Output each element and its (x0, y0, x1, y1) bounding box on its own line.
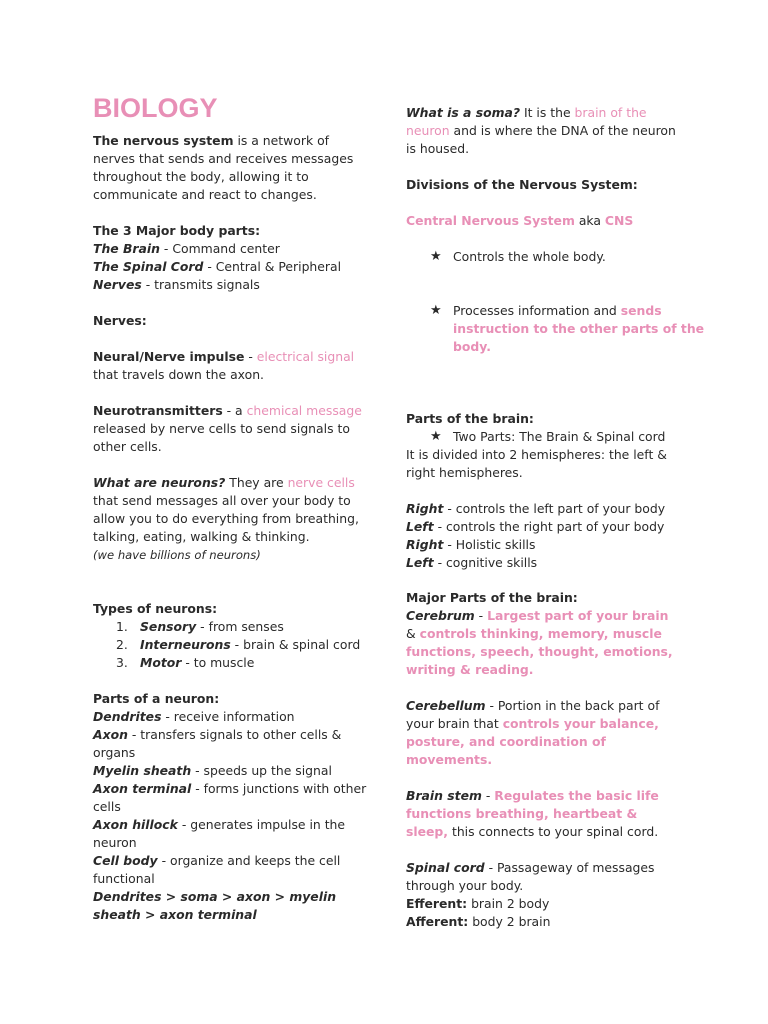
major-part-term: The Spinal Cord (93, 259, 204, 274)
side-term: Left (406, 555, 434, 570)
brainstem-highlight: Regulates the basic life functions breathing, heartbeat & sleep, (406, 788, 659, 839)
types-list (93, 618, 368, 672)
afferent-text: body 2 brain (468, 914, 551, 929)
soma-text: and is where the DNA of the neuron is housed. (406, 123, 676, 156)
part-term: Cell body (93, 853, 158, 868)
parts-of-neuron (93, 690, 368, 924)
neurotransmitters-highlight: chemical message (246, 403, 362, 418)
major-part-text: - Command center (159, 241, 280, 256)
type-text: - from senses (196, 619, 284, 634)
spinal-cord-definition (406, 859, 681, 895)
type-text: - to muscle (181, 655, 255, 670)
page-title: BIOLOGY (93, 93, 218, 123)
neurons-definition (93, 474, 368, 564)
cerebrum-term: Cerebrum (406, 608, 475, 623)
major-body-parts (93, 222, 368, 294)
cns-abbr: CNS (604, 213, 634, 228)
type-term: Interneurons (140, 637, 231, 652)
type-term: Motor (140, 655, 182, 670)
type-term: Sensory (140, 619, 197, 634)
types-of-neurons (93, 600, 368, 672)
cerebrum-definition (406, 607, 681, 679)
side-text: - cognitive skills (433, 555, 538, 570)
cns-name: Central Nervous System (406, 213, 575, 228)
part-item (93, 726, 368, 762)
major-part-term: The Brain (93, 241, 160, 256)
part-text: - generates impulse in the neuron (93, 817, 346, 850)
neurons-paragraph (93, 474, 368, 546)
impulse-highlight: electrical signal (256, 349, 355, 364)
side-text: - controls the left part of your body (443, 501, 666, 516)
cns-point-text: Controls the whole body. (453, 249, 606, 264)
major-brain-heading: Major Parts of the brain: (406, 590, 578, 605)
cerebellum-definition (406, 697, 681, 769)
part-text: - transfers signals to other cells & organs (93, 727, 342, 760)
cerebellum-term: Cerebellum (406, 698, 486, 713)
list-number: 3. (116, 655, 128, 670)
neuron-pathway: Dendrites > soma > axon > myelin sheath > axon terminal (93, 889, 337, 922)
part-item (93, 762, 368, 780)
neurons-text: that send messages all over your body to allow you to do everything from breathing, talking, eating, walking & thinking. (93, 493, 359, 544)
cerebellum-text: - Portion in the back part of your brain that (406, 698, 660, 731)
intro-term: The nervous system (93, 133, 234, 148)
list-item (406, 248, 728, 266)
side-item (406, 500, 681, 518)
part-text: - receive information (161, 709, 295, 724)
side-term: Right (406, 501, 444, 516)
major-part-text: - Central & Peripheral (203, 259, 342, 274)
nerves-heading: Nerves: (93, 313, 147, 328)
cerebrum-sep: - (474, 608, 488, 623)
efferent-line (406, 895, 681, 913)
brainstem-definition (406, 787, 681, 841)
intro-text: is a network of nerves that sends and receives messages throughout the body, allowing it to communicate and react to changes. (93, 133, 354, 202)
part-term: Myelin sheath (93, 763, 192, 778)
cerebrum-highlight-2: controls thinking, memory, muscle functions, speech, thought, emotions, writing & reading. (406, 626, 673, 677)
hemispheres-text: It is divided into 2 hemispheres: the left & right hemispheres. (406, 447, 667, 480)
side-text: - Holistic skills (443, 537, 536, 552)
part-text: - forms junctions with other cells (93, 781, 367, 814)
part-term: Axon (93, 727, 128, 742)
major-parts-heading: The 3 Major body parts: (93, 223, 261, 238)
cns-aka: aka (574, 213, 605, 228)
cerebrum-highlight: Largest part of your brain (487, 608, 669, 623)
cns-point-text: Two Parts: The Brain & Spinal cord (453, 429, 666, 444)
afferent-term: Afferent: (406, 914, 469, 929)
part-term: Axon hillock (93, 817, 178, 832)
major-part-item (93, 258, 368, 276)
major-part-term: Nerves (93, 277, 142, 292)
soma-pre: It is the (520, 105, 575, 120)
side-text: - controls the right part of your body (433, 519, 665, 534)
neurons-note: (we have billions of neurons) (93, 548, 261, 562)
major-brain-parts (406, 589, 681, 679)
cns-point-text: Processes information and (453, 303, 621, 318)
star-icon: ★ (430, 303, 442, 318)
cns-heading (406, 212, 681, 230)
part-item (93, 852, 368, 888)
cerebellum-highlight: controls your balance, posture, and coordination of movements. (406, 716, 659, 767)
divisions-heading: Divisions of the Nervous System: (406, 177, 638, 192)
soma-highlight: brain of the neuron (406, 105, 647, 138)
part-term: Axon terminal (93, 781, 192, 796)
star-icon: ★ (430, 429, 442, 444)
major-part-text: - transmits signals (141, 277, 260, 292)
impulse-term: Neural/Nerve impulse (93, 349, 245, 364)
side-item (406, 554, 681, 572)
brainstem-text: this connects to your spinal cord. (448, 824, 659, 839)
neurons-pre: They are (225, 475, 288, 490)
part-term: Dendrites (93, 709, 162, 724)
part-item (93, 708, 368, 726)
part-text: - organize and keeps the cell functional (93, 853, 341, 886)
list-item (406, 428, 728, 446)
brainstem-sep: - (481, 788, 495, 803)
list-item (406, 302, 728, 356)
neurotransmitters-term: Neurotransmitters (93, 403, 223, 418)
neurotransmitters-sep: - a (222, 403, 247, 418)
major-part-item (93, 240, 368, 258)
spinal-term: Spinal cord (406, 860, 485, 875)
impulse-text: that travels down the axon. (93, 367, 265, 382)
side-term: Right (406, 537, 444, 552)
nervous-system-intro (93, 132, 368, 204)
parts-heading: Parts of a neuron: (93, 691, 220, 706)
side-item (406, 518, 681, 536)
spinal-cord-section (406, 859, 681, 931)
nerve-impulse (93, 348, 368, 384)
spinal-text: - Passageway of messages through your body. (406, 860, 655, 893)
side-item (406, 536, 681, 554)
cns-point-highlight: sends instruction to the other parts of the body. (453, 303, 705, 354)
star-icon: ★ (430, 249, 442, 264)
afferent-line (406, 913, 681, 931)
part-item (93, 780, 368, 816)
neurotransmitters-text: released by nerve cells to send signals to other cells. (93, 421, 350, 454)
soma-definition (406, 104, 681, 158)
neurotransmitters (93, 402, 368, 456)
list-number: 1. (116, 619, 128, 634)
part-text: - speeds up the signal (191, 763, 332, 778)
major-part-item (93, 276, 368, 294)
types-heading: Types of neurons: (93, 601, 218, 616)
brain-parts-heading: Parts of the brain: (406, 411, 534, 426)
efferent-term: Efferent: (406, 896, 468, 911)
impulse-sep: - (244, 349, 257, 364)
right-column (406, 0, 705, 929)
part-item (93, 816, 368, 852)
list-number: 2. (116, 637, 128, 652)
hemisphere-sides (406, 500, 681, 572)
neurons-highlight: nerve cells (287, 475, 355, 490)
brainstem-term: Brain stem (406, 788, 482, 803)
type-text: - brain & spinal cord (230, 637, 361, 652)
efferent-text: brain 2 body (467, 896, 550, 911)
cerebrum-amp: & (406, 626, 420, 641)
side-term: Left (406, 519, 434, 534)
neurons-question: What are neurons? (93, 475, 226, 490)
soma-question: What is a soma? (406, 105, 521, 120)
list-item (93, 618, 368, 636)
list-item (93, 654, 368, 672)
list-item (93, 636, 368, 654)
